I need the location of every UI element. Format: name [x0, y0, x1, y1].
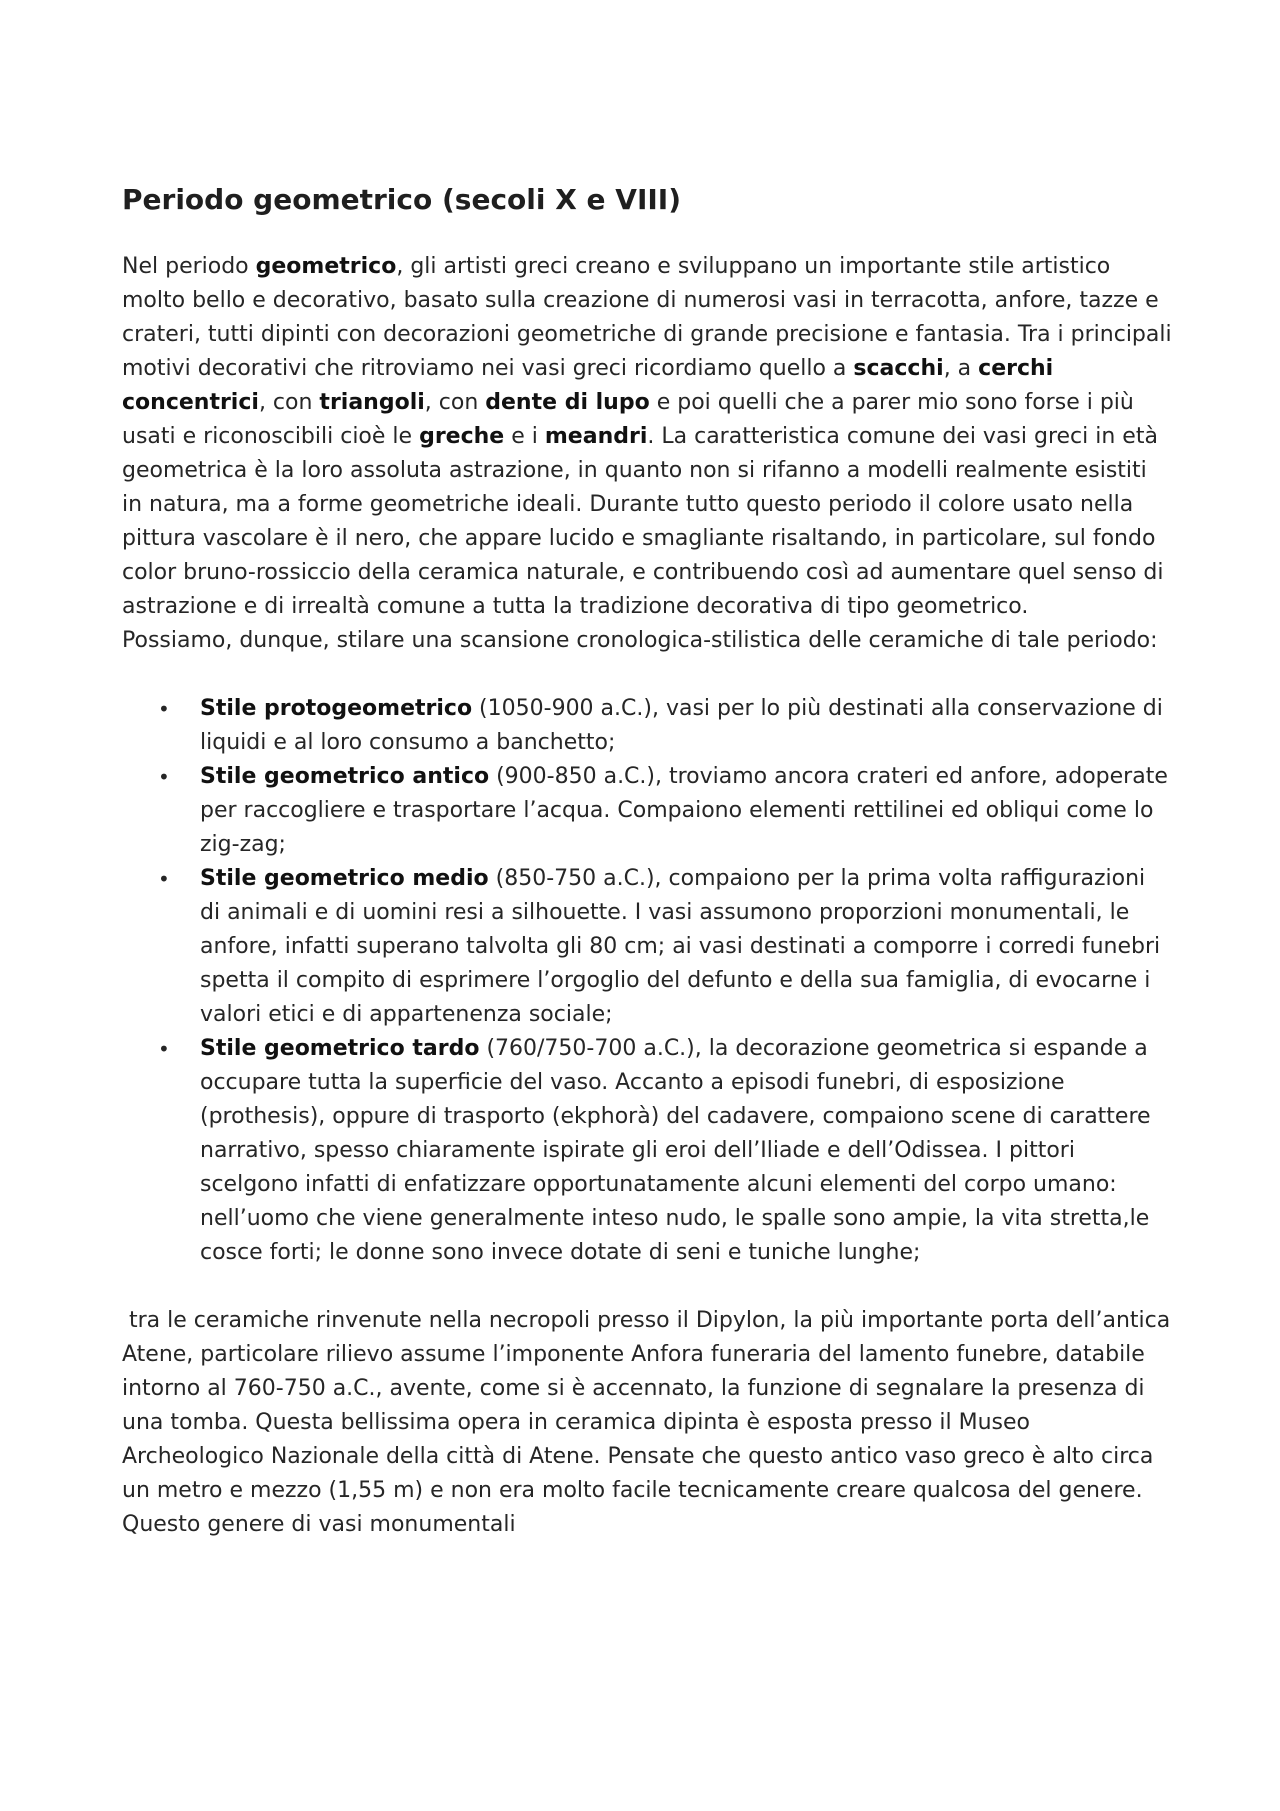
intro-text: Nel periodo [122, 254, 256, 279]
term-greche: greche [419, 424, 505, 449]
list-item [122, 862, 1172, 1032]
intro-text: , con [424, 390, 486, 415]
style-name: Stile geometrico antico [200, 764, 490, 789]
page-title: Periodo geometrico (secoli X e VIII) [122, 183, 682, 216]
term-geometrico: geometrico [255, 254, 397, 279]
spacer [122, 658, 1172, 692]
document-body [122, 178, 1178, 1542]
style-name: Stile geometrico tardo [200, 1036, 480, 1061]
style-name: Stile geometrico medio [200, 866, 489, 891]
bullet-icon: • [158, 867, 170, 891]
term-scacchi: scacchi [853, 356, 944, 381]
list-item [122, 1032, 1172, 1270]
list-item [122, 692, 1172, 760]
lead-paragraph: Possiamo, dunque, stilare una scansione cronologica-stilistica delle ceramiche di tale periodo: [122, 628, 1158, 653]
closing-paragraph: tra le ceramiche rinvenute nella necropoli presso il Dipylon, la più importante porta dell’antica Atene, particolare rilievo assume l’imponente Anfora funeraria del lamento funebre, databile intorno al 760-750 a.C., avente, come si è accennato, la funzione di segnalare la presenza di una tomba. Questa bellissima opera in ceramica dipinta è esposta presso il Museo Archeologico Nazionale della città di Atene. Pensate che questo antico vaso greco è alto circa un metro e mezzo (1,55 m) e non era molto facile tecnicamente creare qualcosa del genere. Questo genere di vasi monumentali [122, 1308, 1178, 1537]
bullet-icon: • [158, 765, 170, 789]
intro-text: , a [943, 356, 979, 381]
intro-text: , gli artisti greci creano e sviluppano un importante stile artistico molto bello e decorativo, basato sulla creazione di numerosi vasi in terracotta, anfore, tazze e crateri, tutti dipinti con decorazioni geometriche di grande precisione e fantasia. Tra i principali motivi decorativi che ritroviamo nei vasi greci ricordiamo quello a [122, 254, 1172, 381]
list-item [122, 760, 1172, 862]
intro-text: . La caratteristica comune dei vasi greci in età geometrica è la loro assoluta astrazione, in quanto non si rifanno a modelli realmente esistiti in natura, ma a forme geometriche ideali. Durante tutto questo periodo il colore usato nella pittura vascolare è il nero, che appare lucido e smagliante risaltando, in particolare, sul fondo color bruno-rossiccio della ceramica naturale, e contribuendo così ad aumentare quel senso di astrazione e di irrealtà comune a tutta la tradizione decorativa di tipo geometrico. [122, 424, 1164, 619]
style-description: (900-850 a.C.), troviamo ancora crateri ed anfore, adoperate per raccogliere e trasportare l’acqua. Compaiono elementi rettilinei ed obliqui come lo zig-zag; [200, 764, 1168, 857]
intro-text: e poi quelli che a parer mio sono forse i più usati e riconoscibili cioè le [122, 390, 1134, 449]
style-description: (1050-900 a.C.), vasi per lo più destinati alla conservazione di liquidi e al loro consumo a banchetto; [200, 696, 1163, 755]
bullet-icon: • [158, 697, 170, 721]
style-description: (760/750-700 a.C.), la decorazione geometrica si espande a occupare tutta la superficie del vaso. Accanto a episodi funebri, di esposizione (prothesis), oppure di trasporto (ekphorà) del cadavere, compaiono scene di carattere narrativo, spesso chiaramente ispirate gli eroi dell’Iliade e dell’Odissea. I pittori scelgono infatti di enfatizzare opportunatamente alcuni elementi del corpo umano: nell’uomo che viene generalmente inteso nudo, le spalle sono ampie, la vita stretta,le cosce forti; le donne sono invece dotate di seni e tuniche lunghe; [200, 1036, 1151, 1265]
intro-paragraph [122, 250, 1172, 624]
intro-text: , con [258, 390, 320, 415]
term-dente-di-lupo: dente di lupo [485, 390, 650, 415]
term-meandri: meandri [544, 424, 648, 449]
term-cerchi-concentrici: cerchi concentrici [122, 356, 1054, 415]
bullet-icon: • [158, 1037, 170, 1061]
style-description: (850-750 a.C.), compaiono per la prima volta raffigurazioni di animali e di uomini resi a silhouette. I vasi assumono proporzioni monumentali, le anfore, infatti superano talvolta gli 80 cm; ai vasi destinati a comporre i corredi funebri spetta il compito di esprimere l’orgoglio del defunto e della sua famiglia, di evocarne i valori etici e di appartenenza sociale; [200, 866, 1161, 1027]
spacer [122, 1270, 1172, 1304]
term-triangoli: triangoli [319, 390, 425, 415]
style-name: Stile protogeometrico [200, 696, 473, 721]
style-list [122, 692, 1172, 1270]
intro-text: e i [504, 424, 545, 449]
